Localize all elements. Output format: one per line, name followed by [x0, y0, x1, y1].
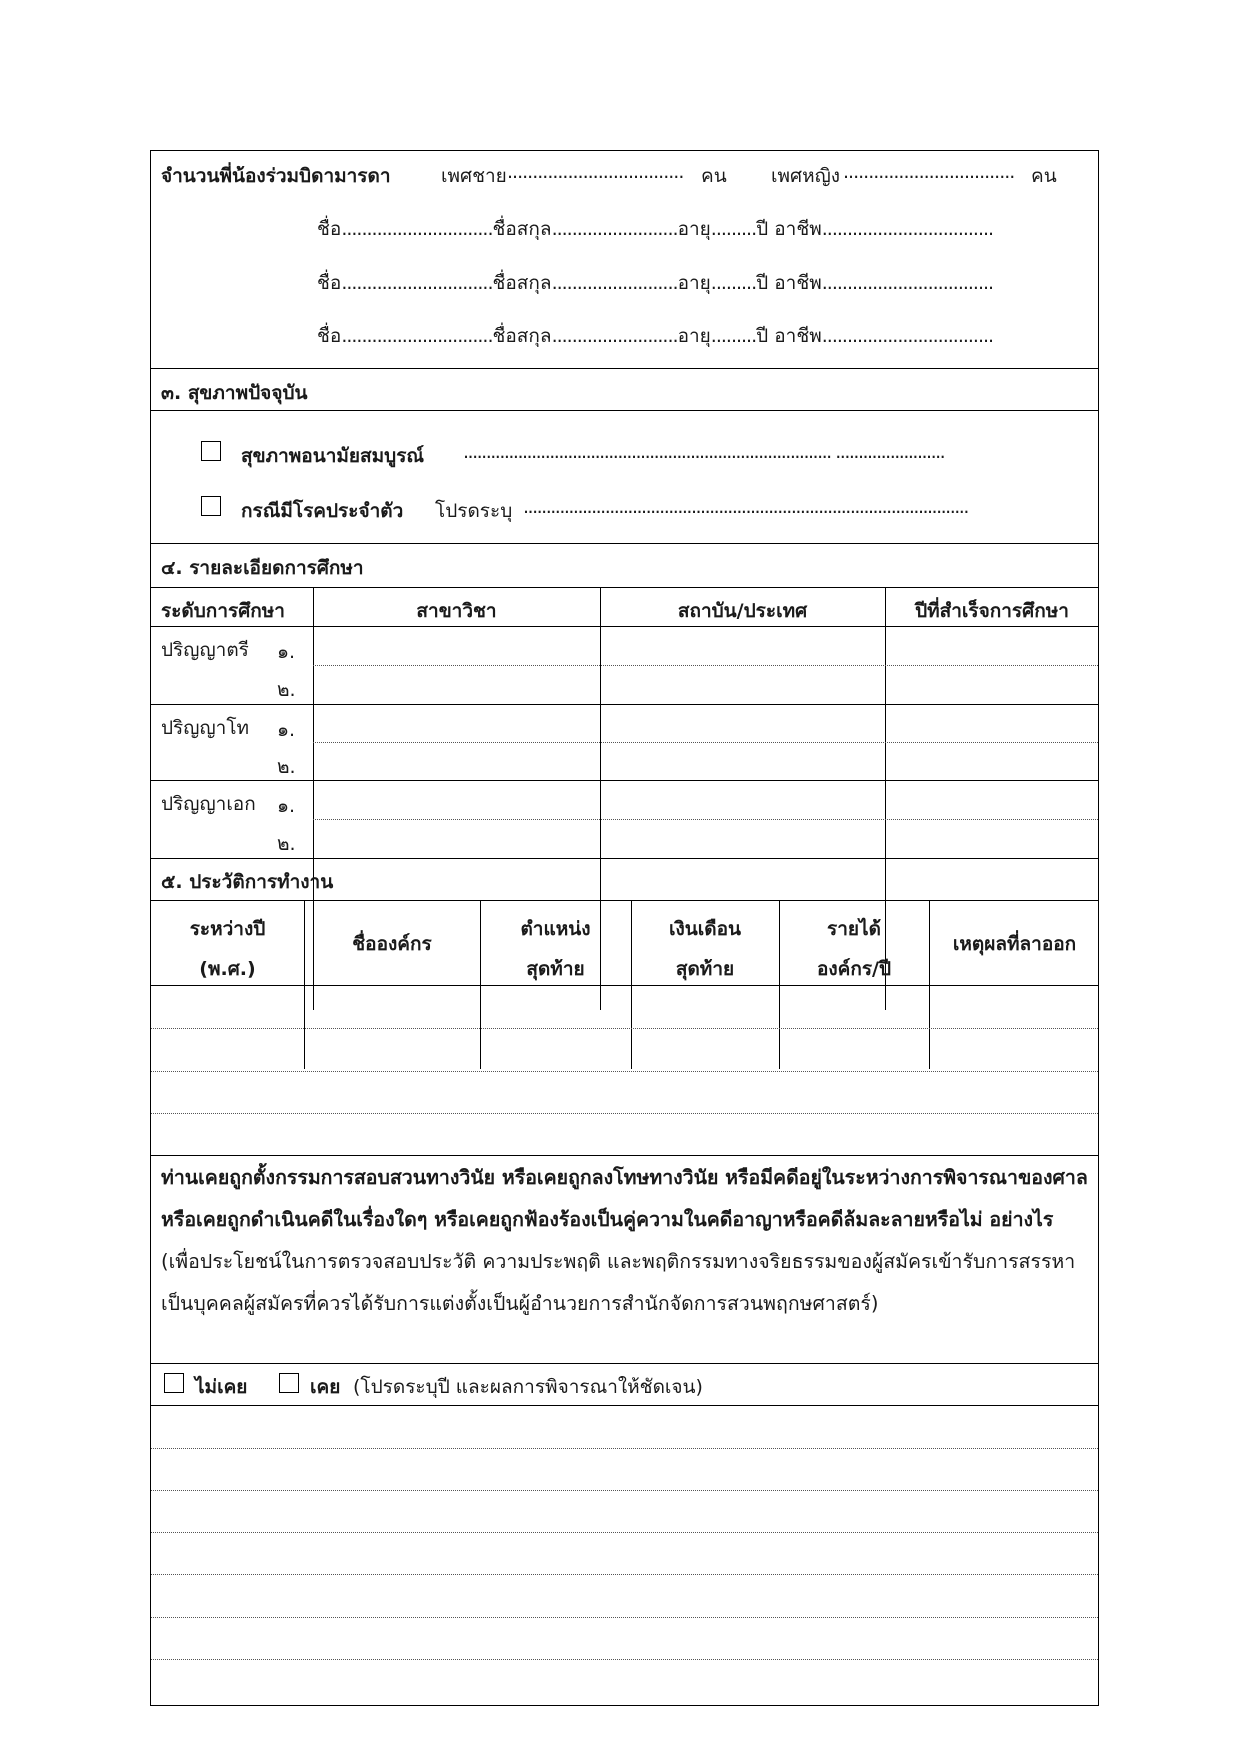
row-divider: [313, 742, 1098, 743]
work-header-years: [151, 909, 304, 989]
sibling-job-field[interactable]: ..................................: [821, 272, 994, 294]
work-header-salary: [631, 909, 779, 989]
sibling-name-field[interactable]: ..............................: [341, 272, 493, 294]
divider: [151, 1155, 1098, 1156]
education-item-number: ๒.: [277, 833, 296, 855]
sibling-name-field[interactable]: ..............................: [341, 325, 493, 347]
work-header-line: (พ.ศ.): [199, 958, 256, 980]
education-level-doctorate: ปริญญาเอก: [161, 793, 256, 815]
discipline-never-label: ไม่เคย: [195, 1376, 248, 1398]
work-header-line: ระหว่างปี: [189, 918, 266, 940]
divider: [151, 1363, 1098, 1364]
education-title: ๔. รายละเอียดการศึกษา: [161, 557, 364, 579]
sibling-name-label: ชื่อ: [317, 218, 342, 240]
row-divider: [151, 1113, 1098, 1114]
sibling-name-label: ชื่อ: [317, 272, 342, 294]
education-header-institution: สถาบัน/ประเทศ: [677, 600, 808, 622]
row-divider: [313, 819, 1098, 820]
siblings-female-label: เพศหญิง: [771, 165, 841, 187]
sibling-surname-field[interactable]: .........................: [551, 218, 678, 240]
discipline-ever-hint: (โปรดระบุปี และผลการพิจารณาให้ชัดเจน): [353, 1376, 703, 1398]
sibling-surname-label: ชื่อสกุล: [492, 272, 552, 294]
health-option1-field[interactable]: ................................................................................. ........................: [463, 441, 945, 463]
siblings-female-field[interactable]: ..................................: [843, 161, 1015, 183]
divider: [151, 900, 1098, 901]
sibling-surname-field[interactable]: .........................: [551, 272, 678, 294]
discipline-question-text: ท่านเคยถูกตั้งกรรมการสอบสวนทางวินัย หรือเคยถูกลงโทษทางวินัย หรือมีคดีอยู่ในระหว่างการพิจารณาของศาล หรือเคยถูกดำเนินคดีในเรื่องใดๆ หรือเคยถูกฟ้องร้องเป็นคู่ความในคดีอาญาหรือคดีล้มละลายหรือไม่ อย่างไร: [161, 1166, 1088, 1231]
work-header-income: [779, 909, 929, 989]
sibling-row-2: [317, 268, 993, 298]
discipline-question: [161, 1157, 1091, 1325]
divider: [151, 858, 1098, 859]
writing-line[interactable]: [151, 1659, 1098, 1660]
work-header-organization: ชื่อองค์กร: [352, 933, 432, 955]
health-option2-label: กรณีมีโรคประจำตัว: [241, 500, 404, 522]
work-header-line: รายได้: [827, 918, 881, 940]
work-header-line: เงินเดือน: [669, 918, 741, 940]
siblings-male-unit: คน: [701, 165, 727, 187]
divider: [151, 543, 1098, 544]
row-divider: [151, 1071, 1098, 1072]
siblings-label: จำนวนพี่น้องร่วมบิดามารดา: [161, 165, 391, 187]
discipline-never-checkbox[interactable]: [164, 1373, 184, 1393]
writing-line[interactable]: [151, 1448, 1098, 1449]
divider: [151, 410, 1098, 411]
health-option2-field[interactable]: ..................................................................................................: [523, 496, 968, 518]
discipline-ever-checkbox[interactable]: [279, 1373, 299, 1393]
divider: [151, 587, 1098, 588]
education-header-major: สาขาวิชา: [416, 600, 497, 622]
sibling-year-label: ปี: [756, 272, 769, 294]
education-level-master: ปริญญาโท: [161, 717, 250, 739]
work-header-line: สุดท้าย: [675, 958, 735, 980]
work-title: ๕. ประวัติการทำงาน: [161, 871, 334, 893]
writing-line[interactable]: [151, 1574, 1098, 1575]
education-item-number: ๒.: [277, 756, 296, 778]
sibling-job-field[interactable]: ..................................: [821, 325, 994, 347]
sibling-job-label: อาชีพ: [774, 272, 822, 294]
writing-line[interactable]: [151, 1490, 1098, 1491]
sibling-job-label: อาชีพ: [774, 218, 822, 240]
sibling-name-field[interactable]: ..............................: [341, 218, 493, 240]
sibling-surname-field[interactable]: .........................: [551, 325, 678, 347]
work-header-line: ตำแหน่ง: [520, 918, 591, 940]
writing-line[interactable]: [151, 1617, 1098, 1618]
writing-line[interactable]: [151, 1532, 1098, 1533]
sibling-age-field[interactable]: .........: [710, 272, 757, 294]
sibling-age-label: อายุ: [677, 218, 711, 240]
education-header-level: ระดับการศึกษา: [161, 600, 285, 622]
sibling-name-label: ชื่อ: [317, 325, 342, 347]
health-option1-checkbox[interactable]: [201, 441, 221, 461]
sibling-job-field[interactable]: ..................................: [821, 218, 994, 240]
work-header-position: [480, 909, 631, 989]
sibling-age-field[interactable]: .........: [710, 218, 757, 240]
education-item-number: ๑.: [277, 641, 296, 663]
sibling-age-label: อายุ: [677, 325, 711, 347]
sibling-job-label: อาชีพ: [774, 325, 822, 347]
education-item-number: ๑.: [277, 795, 296, 817]
sibling-row-1: [317, 214, 993, 244]
health-option2-hint: โปรดระบุ: [435, 500, 513, 522]
row-divider: [313, 665, 1098, 666]
discipline-question-note: (เพื่อประโยชน์ในการตรวจสอบประวัติ ความประพฤติ และพฤติกรรมทางจริยธรรมของผู้สมัครเข้ารับการสรรหา เป็นบุคคลผู้สมัครที่ควรได้รับการแต่งตั้งเป็นผู้อำนวยการสำนักจัดการสวนพฤกษศาสตร์): [161, 1250, 1076, 1315]
divider: [151, 626, 1098, 627]
education-header-year: ปีที่สำเร็จการศึกษา: [915, 600, 1069, 622]
application-form: [150, 150, 1099, 1706]
divider: [151, 1405, 1098, 1406]
sibling-surname-label: ชื่อสกุล: [492, 218, 552, 240]
siblings-male-field[interactable]: ...................................: [507, 161, 684, 183]
education-item-number: ๑.: [277, 719, 296, 741]
education-level-bachelor: ปริญญาตรี: [161, 639, 249, 661]
divider: [151, 368, 1098, 369]
sibling-age-label: อายุ: [677, 272, 711, 294]
sibling-row-3: [317, 321, 993, 351]
siblings-female-unit: คน: [1031, 165, 1057, 187]
sibling-year-label: ปี: [756, 218, 769, 240]
sibling-year-label: ปี: [756, 325, 769, 347]
sibling-age-field[interactable]: .........: [710, 325, 757, 347]
sibling-surname-label: ชื่อสกุล: [492, 325, 552, 347]
work-header-reason: เหตุผลที่ลาออก: [952, 933, 1077, 955]
education-item-number: ๒.: [277, 679, 296, 701]
discipline-ever-label: เคย: [310, 1376, 341, 1398]
row-divider: [151, 1028, 1098, 1029]
health-title: ๓. สุขภาพปัจจุบัน: [161, 382, 308, 404]
siblings-male-label: เพศชาย: [441, 165, 507, 187]
divider: [151, 985, 1098, 986]
health-option1-label: สุขภาพอนามัยสมบูรณ์: [241, 445, 425, 467]
health-option2-checkbox[interactable]: [201, 496, 221, 516]
work-header-line: องค์กร/ปี: [816, 958, 892, 980]
work-header-line: สุดท้าย: [526, 958, 585, 980]
